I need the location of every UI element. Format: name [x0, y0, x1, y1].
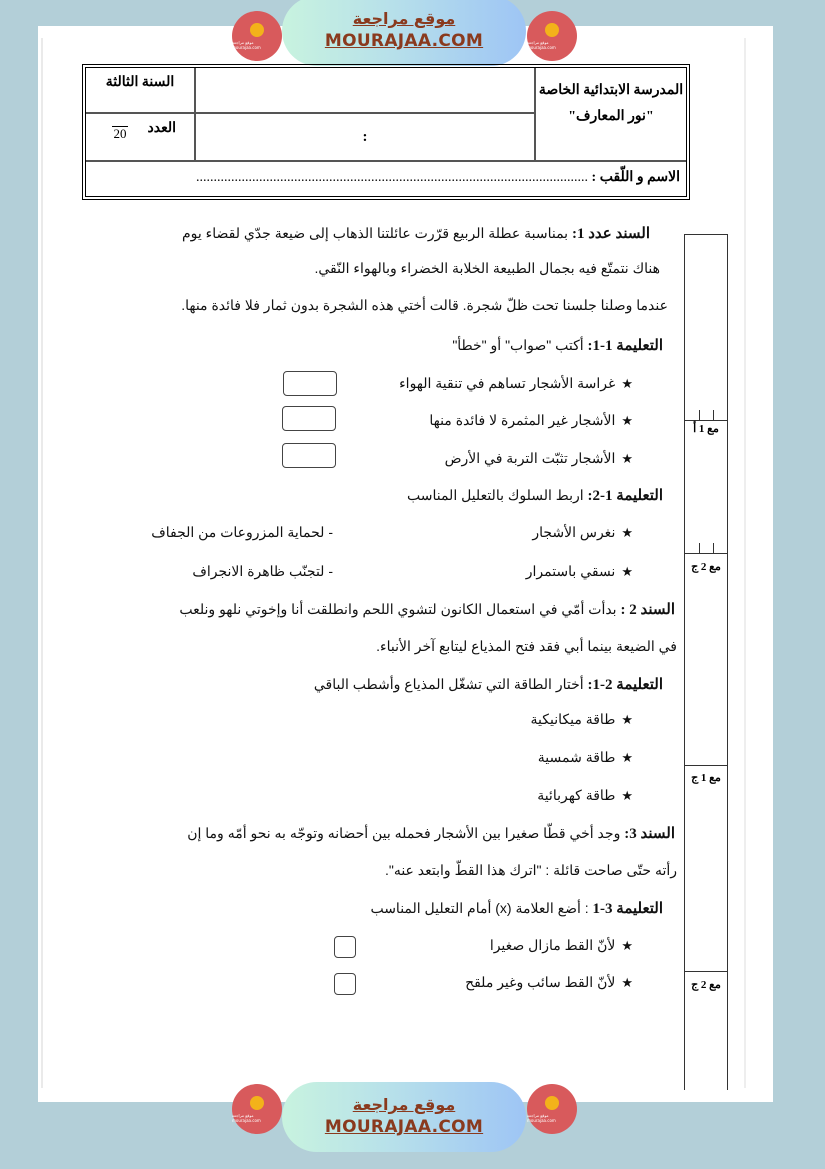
star-icon: ★	[621, 376, 633, 391]
date-cell: :	[194, 114, 534, 160]
star-icon: ★	[621, 564, 633, 579]
star-icon: ★	[621, 750, 633, 765]
site-logo-badge[interactable]	[527, 11, 577, 61]
reason-option	[490, 937, 633, 954]
book-icon	[250, 23, 264, 37]
section3-title: السند 3:	[624, 826, 675, 842]
score-label: مع 1 أ	[693, 423, 719, 435]
reason-item[interactable]: - لحماية المزروعات من الجفاف	[151, 524, 333, 540]
behavior-item[interactable]	[526, 563, 633, 580]
task11-item	[445, 450, 633, 467]
page-edge-line	[744, 38, 746, 1088]
name-label: الاسم و اللّقب :	[591, 170, 680, 185]
item-text: نسقي باستمرار	[525, 563, 616, 579]
badge-text: موقع مراجعة mourajaa.com	[527, 1112, 556, 1123]
site-banner[interactable]	[282, 1082, 526, 1152]
score-label: مع 1 ج	[691, 772, 721, 784]
badge-text: موقع مراجعة mourajaa.com	[232, 39, 261, 50]
task-instruction: أكتب "صواب" أو "خطأ"	[452, 337, 584, 353]
banner-latin: MOURAJAA.COM	[324, 31, 484, 51]
true-false-answer-box[interactable]	[282, 406, 336, 431]
section3-line2: رأته حتّى صاحت قائلة : "اترك هذا القطّ وابتعد عنه".	[384, 862, 677, 878]
task-title: التعليمة 3-1	[592, 901, 663, 917]
score-box[interactable]	[684, 754, 728, 766]
page-edge-line	[41, 38, 43, 1088]
section1-title: السند عدد 1:	[571, 226, 650, 242]
tick	[713, 543, 714, 553]
star-icon: ★	[621, 525, 633, 540]
badge-text: موقع مراجعة mourajaa.com	[232, 1112, 261, 1123]
subject-cell	[194, 68, 534, 114]
score-box[interactable]	[684, 960, 728, 972]
item-text: الأشجار غير المثمرة لا فائدة منها	[429, 412, 616, 428]
section2-title: السند 2 :	[620, 602, 675, 618]
banner-arabic: موقع مراجعة	[352, 9, 456, 28]
site-banner[interactable]	[282, 0, 526, 66]
text: بمناسبة عطلة الربيع قرّرت عائلتنا الذهاب إلى ضيعة جدّي لقضاء يوم	[181, 225, 569, 241]
reason-option	[465, 974, 633, 991]
name-field[interactable]: ................................................................................................................	[196, 170, 589, 185]
task12-heading	[407, 486, 663, 505]
item-text: لأنّ القط مازال صغيرا	[489, 937, 616, 953]
book-icon	[250, 1096, 264, 1110]
tick	[713, 410, 714, 420]
score-label: مع 2 ج	[691, 979, 721, 991]
energy-option[interactable]	[538, 749, 633, 766]
school-subname: "نور المعارف"	[568, 109, 654, 124]
banner-latin: MOURAJAA.COM	[324, 1117, 484, 1137]
grade-label: العدد	[147, 121, 176, 136]
section3-line1	[187, 824, 675, 843]
star-icon: ★	[621, 712, 633, 727]
book-icon	[545, 23, 559, 37]
true-false-answer-box[interactable]	[282, 443, 336, 468]
behavior-item[interactable]	[532, 524, 633, 541]
star-icon: ★	[621, 975, 633, 990]
task-instruction: اربط السلوك بالتعليل المناسب	[407, 487, 584, 503]
star-icon: ★	[621, 413, 633, 428]
star-icon: ★	[621, 788, 633, 803]
site-logo-badge[interactable]	[232, 1084, 282, 1134]
item-text: لأنّ القط سائب وغير ملقح	[465, 974, 616, 990]
item-text: طاقة كهربائية	[537, 787, 616, 803]
score-box[interactable]	[684, 540, 728, 554]
star-icon: ★	[621, 451, 633, 466]
task-title: التعليمة 1-1:	[587, 338, 663, 354]
item-text: غراسة الأشجار تساهم في تنقية الهواء	[399, 375, 616, 391]
item-text: طاقة ميكانيكية	[530, 711, 616, 727]
site-logo-badge[interactable]	[527, 1084, 577, 1134]
score-label: مع 2 ج	[691, 561, 721, 573]
reason-checkbox[interactable]	[334, 973, 356, 995]
tick	[699, 543, 700, 553]
section1-line3: عندما وصلنا جلسنا تحت ظلّ شجرة. قالت أختي هذه الشجرة بدون ثمار فلا فائدة منها.	[181, 297, 668, 313]
school-name-cell	[534, 68, 686, 160]
text: بدأت أمّي في استعمال الكانون لتشوي اللحم وانطلقت أنا وإخوتي نلهو ونلعب	[179, 601, 617, 617]
badge-text: موقع مراجعة mourajaa.com	[527, 39, 556, 50]
energy-option[interactable]	[537, 787, 633, 804]
task11-item	[399, 375, 633, 392]
section1-line1	[182, 224, 650, 243]
task11-heading	[452, 336, 663, 355]
section2-line1	[179, 600, 675, 619]
reason-checkbox[interactable]	[334, 936, 356, 958]
item-text: نغرس الأشجار	[532, 524, 616, 540]
reason-item[interactable]: - لتجنّب ظاهرة الانجراف	[192, 563, 333, 579]
school-year: السنة الثالثة	[86, 68, 194, 114]
task-instruction: أختار الطاقة التي تشغّل المذياع وأشطب الباقي	[313, 676, 584, 692]
item-text: الأشجار تثبّت التربة في الأرض	[444, 450, 616, 466]
tick	[699, 410, 700, 420]
item-text: طاقة شمسية	[537, 749, 616, 765]
school-name: المدرسة الابتدائية الخاصة	[538, 83, 684, 98]
score-box[interactable]	[684, 407, 728, 421]
true-false-answer-box[interactable]	[283, 371, 337, 396]
star-icon: ★	[621, 938, 633, 953]
site-logo-badge[interactable]	[232, 11, 282, 61]
grade-total: 20	[113, 126, 127, 141]
book-icon	[545, 1096, 559, 1110]
task-title: التعليمة 2-1:	[587, 677, 663, 693]
student-name-row[interactable]	[86, 160, 686, 196]
task11-item	[429, 412, 633, 429]
section2-line2: في الضيعة بينما أبي فقد فتح المذياع ليتابع آخر الأنباء.	[376, 638, 677, 654]
grade-cell	[86, 114, 194, 160]
task-title: التعليمة 1-2:	[587, 488, 663, 504]
text: وجد أخي قطّا صغيرا بين الأشجار فحمله بين أحضانه وتوجّه به نحو أمّه وما إن	[187, 825, 621, 841]
energy-option[interactable]	[531, 711, 633, 728]
task-instruction: : أضع العلامة (x) أمام التعليل المناسب	[370, 900, 589, 916]
exam-header-table	[82, 64, 690, 200]
section1-line2: هناك نتمتّع فيه بجمال الطبيعة الخلابة الخضراء وبالهواء النّقي.	[314, 260, 660, 276]
banner-arabic: موقع مراجعة	[352, 1095, 456, 1114]
task21-heading	[314, 675, 663, 694]
task31-heading	[370, 899, 663, 918]
